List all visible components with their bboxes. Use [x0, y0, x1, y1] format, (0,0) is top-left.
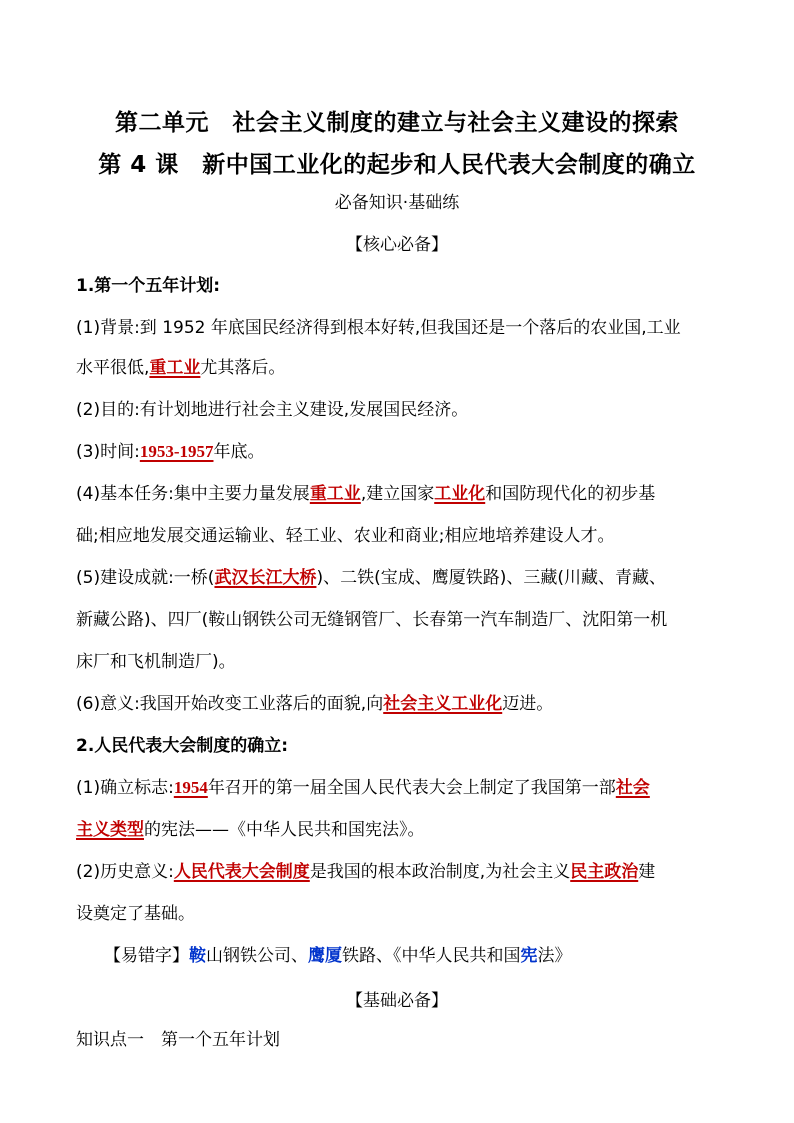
s1-item6-tail: 迈进。 [502, 694, 554, 714]
typo-note [104, 944, 754, 968]
key-term-socialist-part1: 社会 [615, 778, 650, 798]
s1-item4-text: (4)基本任务:集中主要力量发展 [76, 484, 310, 504]
s1-item4-line1 [76, 482, 726, 506]
key-term-socialist-industrialization: 社会主义工业化 [383, 694, 503, 714]
s1-item4-tail: 和国防现代化的初步基 [485, 484, 656, 504]
s2-item1-line1 [76, 776, 726, 800]
key-term-socialist-part2: 主义类型 [76, 820, 144, 840]
typo-label: 【易错字】 [104, 946, 189, 966]
s1-item3-text: (3)时间: [76, 442, 140, 462]
section1-heading: 1.第一个五年计划: [76, 276, 221, 296]
key-term-years: 1953-1957 [139, 442, 214, 461]
typo-char-yingxia: 鹰厦 [308, 946, 342, 966]
key-term-npc-system: 人民代表大会制度 [173, 862, 310, 882]
lesson-title: 第 4 课 新中国工业化的起步和人民代表大会制度的确立 [98, 152, 696, 178]
key-term-wuhan-bridge: 武汉长江大桥 [214, 568, 317, 588]
basic-heading: 【基础必备】 [346, 991, 448, 1011]
s1-item4-mid: ,建立国家 [360, 484, 435, 504]
key-term-heavy-industry: 重工业 [149, 358, 201, 378]
s1-item1-tail: 尤其落后。 [200, 358, 286, 378]
s2-item1-line2 [76, 818, 726, 842]
s1-item5-text: (5)建设成就:一桥( [76, 568, 215, 588]
knowledge-point-heading: 知识点一 第一个五年计划 [76, 1030, 280, 1050]
s1-item4-line2: 础;相应地发展交通运输业、轻工业、农业和商业;相应地培养建设人才。 [76, 526, 615, 546]
core-heading: 【核心必备】 [346, 235, 448, 255]
s2-item1-mid: 年召开的第一届全国人民代表大会上制定了我国第一部 [207, 778, 616, 798]
key-term-democratic-politics: 民主政治 [570, 862, 639, 882]
s1-item3 [76, 440, 726, 464]
s1-item1-text: 水平很低, [76, 358, 150, 378]
typo-char-an: 鞍 [189, 946, 206, 966]
s1-item5-line2: 新藏公路)、四厂(鞍山钢铁公司无缝钢管厂、长春第一汽车制造厂、沈阳第一机 [76, 610, 668, 630]
key-term-1954: 1954 [173, 778, 208, 797]
s1-item6 [76, 692, 726, 716]
s1-item5-tail: )、二铁(宝成、鹰厦铁路)、三藏(川藏、青藏、 [316, 568, 666, 588]
typo-text-1: 山钢铁公司、 [206, 946, 308, 966]
key-term-heavy-industry-2: 重工业 [309, 484, 361, 504]
s2-item2-tail: 建 [638, 862, 656, 882]
s2-item2-mid: 是我国的根本政治制度,为社会主义 [309, 862, 571, 882]
key-term-industrialization: 工业化 [434, 484, 486, 504]
typo-char-xian: 宪 [520, 946, 538, 966]
unit-title: 第二单元 社会主义制度的建立与社会主义建设的探索 [115, 110, 679, 136]
typo-text-2: 铁路、《中华人民共和国 [342, 946, 521, 966]
s2-item2-line1 [76, 860, 726, 884]
s1-item2: (2)目的:有计划地进行社会主义建设,发展国民经济。 [76, 400, 469, 420]
s2-item1-tail: 的宪法——《中华人民共和国宪法》。 [144, 820, 425, 840]
section-subtitle: 必备知识·基础练 [334, 193, 460, 213]
s1-item5-line1 [76, 566, 726, 590]
s2-item2-line2: 设奠定了基础。 [76, 904, 195, 924]
s1-item1-line2 [76, 356, 726, 380]
s2-item1-text: (1)确立标志: [76, 778, 174, 798]
s1-item3-tail: 年底。 [213, 442, 265, 462]
s2-item2-text: (2)历史意义: [76, 862, 174, 882]
s1-item6-text: (6)意义:我国开始改变工业落后的面貌,向 [76, 694, 384, 714]
s1-item1-line1: (1)背景:到 1952 年底国民经济得到根本好转,但我国还是一个落后的农业国,工业 [76, 318, 681, 338]
typo-text-3: 法》 [537, 946, 572, 966]
section2-heading: 2.人民代表大会制度的确立: [76, 736, 289, 756]
s1-item5-line3: 床厂和飞机制造厂)。 [76, 652, 236, 672]
